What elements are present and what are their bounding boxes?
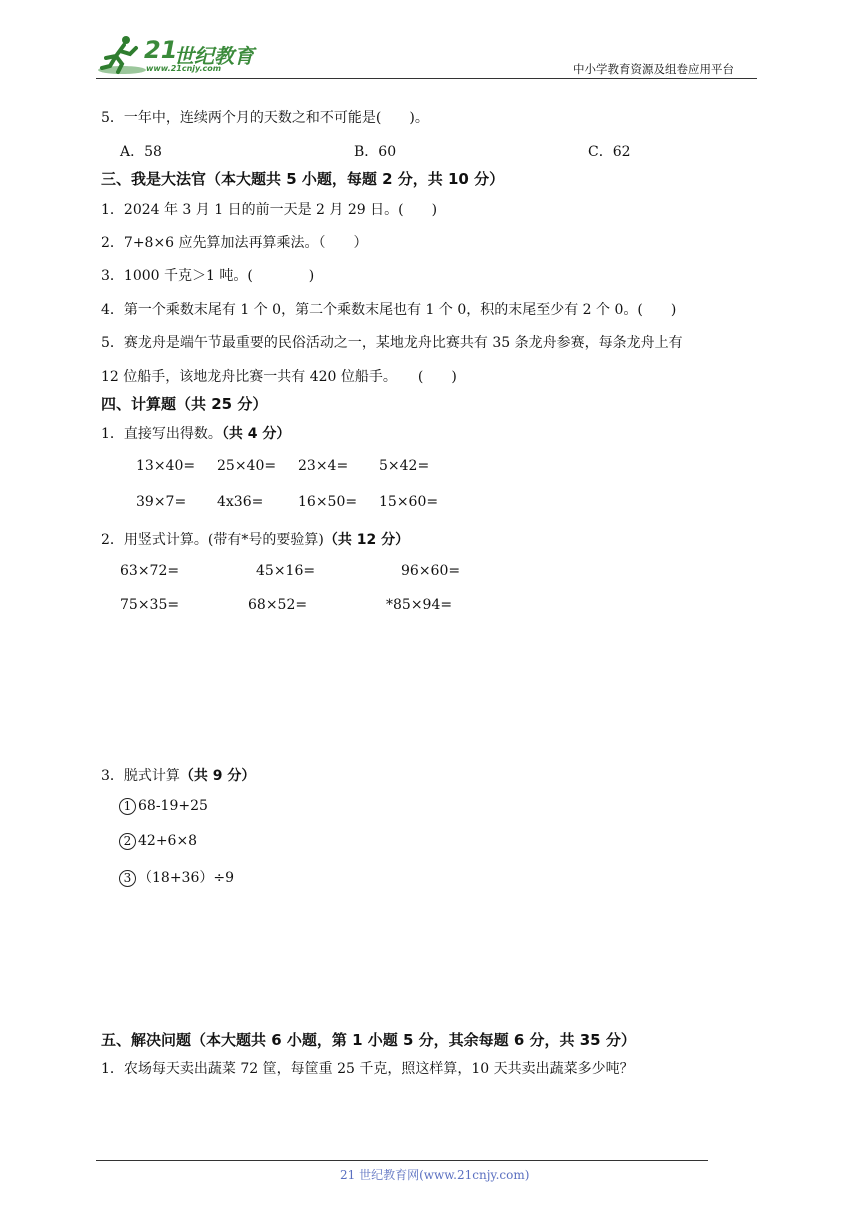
vertical-5: 68×52= [248,597,308,613]
circled-number: 1 [119,798,136,815]
mental-4: 5×42= [379,458,430,474]
logo-name: 世纪教育 [174,44,254,68]
problem-1: 1．农场每天卖出蔬菜 72 筐，每筐重 25 千克，照这样算，10 天共卖出蔬菜多少吨？ [101,1061,634,1077]
step-calc-2 [119,833,197,850]
section-4-title: 四、计算题（共 25 分） [101,395,268,413]
logo [96,34,261,76]
runner-icon [96,34,148,76]
judge-item-5: 5．赛龙舟是端午节最重要的民俗活动之一，某地龙舟比赛共有 35 条龙舟参赛，每条龙舟上有 [101,335,683,351]
mental-7: 16×50= [298,494,358,510]
calc-1-label [101,423,290,443]
mental-3: 23×4= [298,458,349,474]
mental-6: 4x36= [217,494,264,510]
mental-5: 39×7= [136,494,187,510]
judge-item-1: 1．2024 年 3 月 1 日的前一天是 2 月 29 日。( ) [101,202,438,218]
calc-2-label [101,529,409,549]
footer-text: 21 世纪教育网(www.21cnjy.com) [340,1168,530,1182]
judge-item-4: 4．第一个乘数末尾有 1 个 0，第二个乘数末尾也有 1 个 0，积的末尾至少有 2 个 0。( ) [101,302,677,318]
calc-1-points: （共 4 分） [221,426,291,442]
vertical-4: 75×35= [120,597,180,613]
calc-3-text: 3．脱式计算 [101,768,180,784]
mental-1: 13×40= [136,458,196,474]
circled-number: 2 [119,833,136,850]
step-expr: （18+36）÷9 [138,870,234,886]
section-3-title: 三、我是大法官（本大题共 5 小题，每题 2 分，共 10 分） [101,170,505,188]
calc-1-text: 1．直接写出得数。 [101,426,222,442]
logo-url: www.21cnjy.com [146,64,222,73]
vertical-6: *85×94= [386,597,453,613]
judge-item-2: 2．7+8×6 应先算加法再算乘法。（ ） [101,235,368,251]
step-calc-3 [119,867,234,887]
mental-8: 15×60= [379,494,439,510]
platform-name: 中小学教育资源及组卷应用平台 [573,62,734,76]
calc-2-text: 2．用竖式计算。(带有*号的要验算) [101,532,324,548]
calc-3-points: （共 9 分） [179,768,256,784]
question-5: 5．一年中，连续两个月的天数之和不可能是( )。 [101,110,429,126]
logo-number: 21 [144,36,178,64]
step-calc-1 [119,798,208,815]
option-c: C．62 [588,144,631,160]
vertical-3: 96×60= [401,563,461,579]
step-expr: 68-19+25 [138,798,208,814]
option-a: A．58 [120,144,162,160]
header-rule [96,78,757,79]
step-expr: 42+6×8 [138,833,198,849]
calc-3-label [101,765,255,785]
option-b: B．60 [354,144,397,160]
section-5-title: 五、解决问题（本大题共 6 小题，第 1 小题 5 分，其余每题 6 分，共 35 分） [101,1031,636,1049]
calc-2-points: （共 12 分） [323,532,410,548]
judge-item-5-cont: 12 位船手，该地龙舟比赛一共有 420 位船手。 ( ) [101,369,457,385]
mental-2: 25×40= [217,458,277,474]
judge-item-3: 3．1000 千克＞1 吨。( ) [101,268,315,284]
footer-rule [96,1160,708,1161]
circled-number: 3 [119,870,136,887]
vertical-2: 45×16= [256,563,316,579]
vertical-1: 63×72= [120,563,180,579]
